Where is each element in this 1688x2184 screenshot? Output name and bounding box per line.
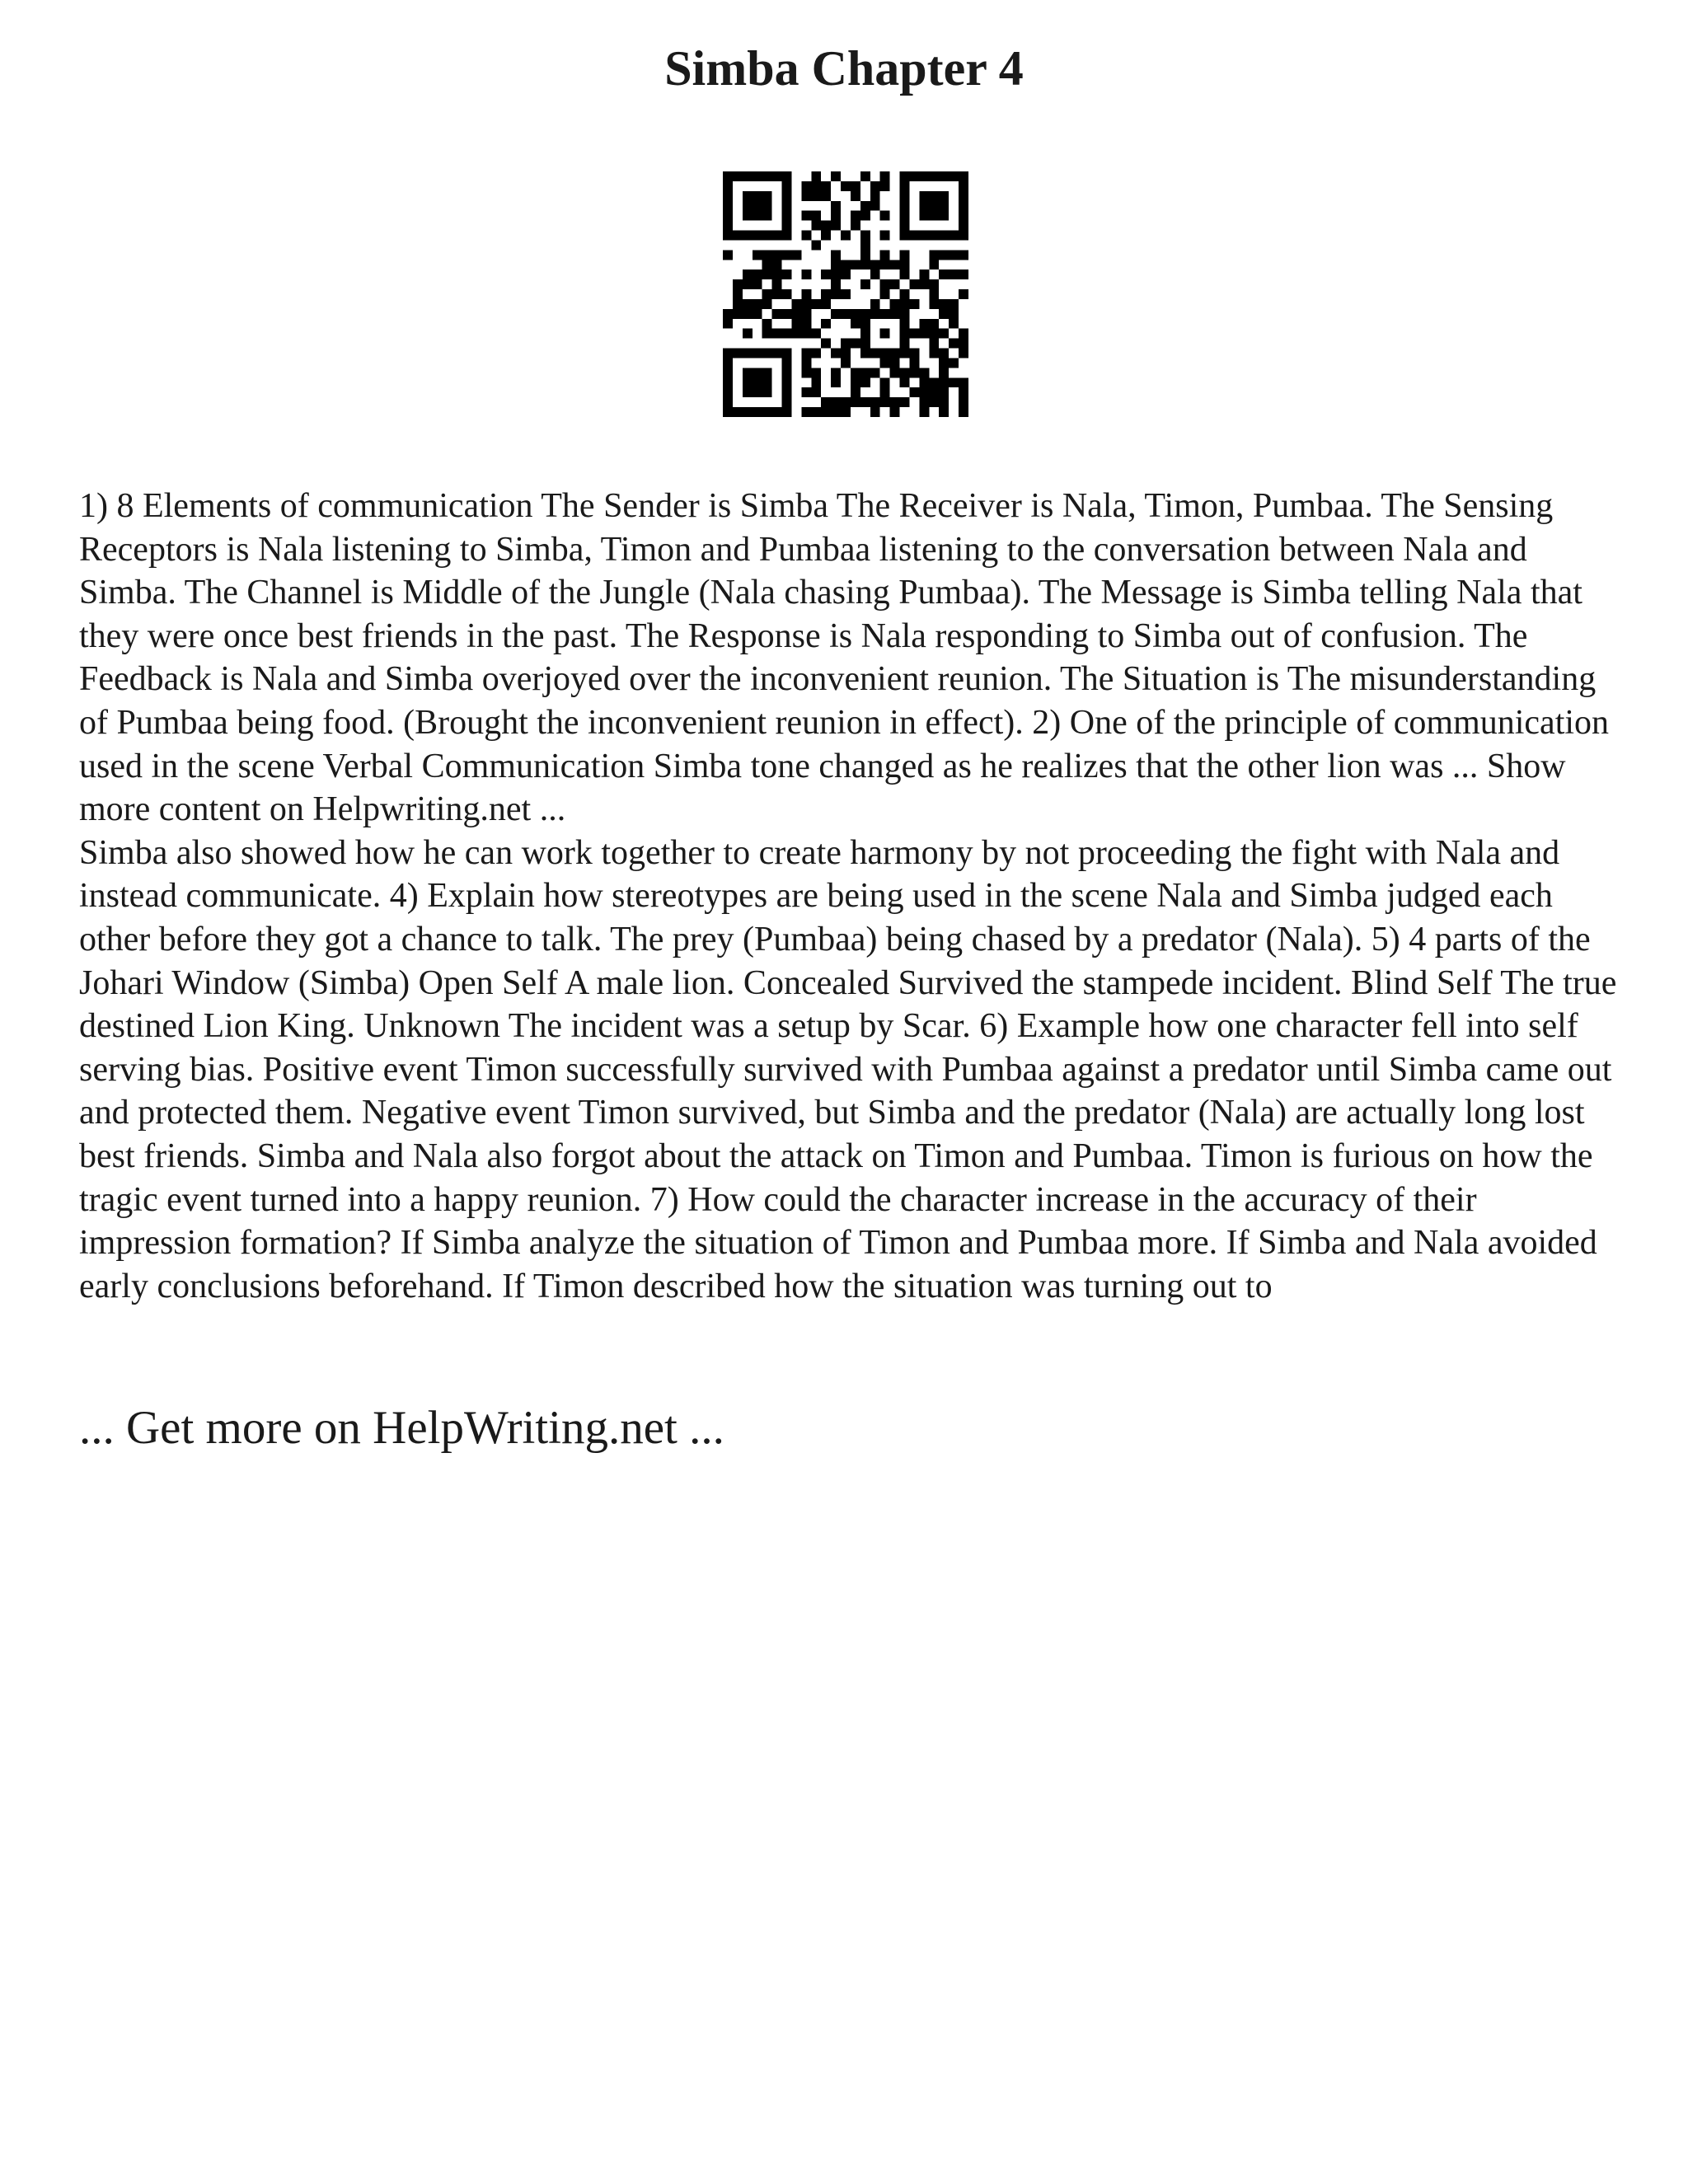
document-body <box>79 485 1629 1308</box>
page-title: Simba Chapter 4 <box>664 41 1024 96</box>
qr-code-icon <box>723 171 968 417</box>
get-more-link[interactable]: ... Get more on HelpWriting.net ... <box>79 1402 724 1454</box>
body-paragraph-2: Simba also showed how he can work together to create harmony by not proceeding the fight with Nala and instead communicate. 4) Explain how stereotypes are being used in the scene Nala and Simba judged each other before they got a chance to talk. The prey (Pumbaa) being chased by a predator (Nala). 5) 4 parts of the Johari Window (Simba) Open Self A male lion. Concealed Survived the stampede incident. Blind Self The true destined Lion King. Unknown The incident was a setup by Scar. 6) Example how one character fell into self serving bias. Positive event Timon successfully survived with Pumbaa against a predator until Simba came out and protected them. Negative event Timon survived, but Simba and the predator (Nala) are actually long lost best friends. Simba and Nala also forgot about the attack on Timon and Pumbaa. Timon is furious on how the tragic event turned into a happy reunion. 7) How could the character increase in the accuracy of their impression formation? If Simba analyze the situation of Timon and Pumbaa more. If Simba and Nala avoided early conclusions beforehand. If Timon described how the situation was turning out to <box>79 833 1617 1305</box>
body-paragraph-1: 1) 8 Elements of communication The Sender is Simba The Receiver is Nala, Timon, Pumbaa. The Sensing Receptors is Nala listening to Simba, Timon and Pumbaa listening to the conversation between Nala and Simba. The Channel is Middle of the Jungle (Nala chasing Pumbaa). The Message is Simba telling Nala that they were once best friends in the past. The Response is Nala responding to Simba out of confusion. The Feedback is Nala and Simba overjoyed over the inconvenient reunion. The Situation is The misunderstanding of Pumbaa being food. (Brought the inconvenient reunion in effect). 2) One of the principle of communication used in the scene Verbal Communication Simba tone changed as he realizes that the other lion was ... Show more content on Helpwriting.net ... <box>79 487 1610 829</box>
